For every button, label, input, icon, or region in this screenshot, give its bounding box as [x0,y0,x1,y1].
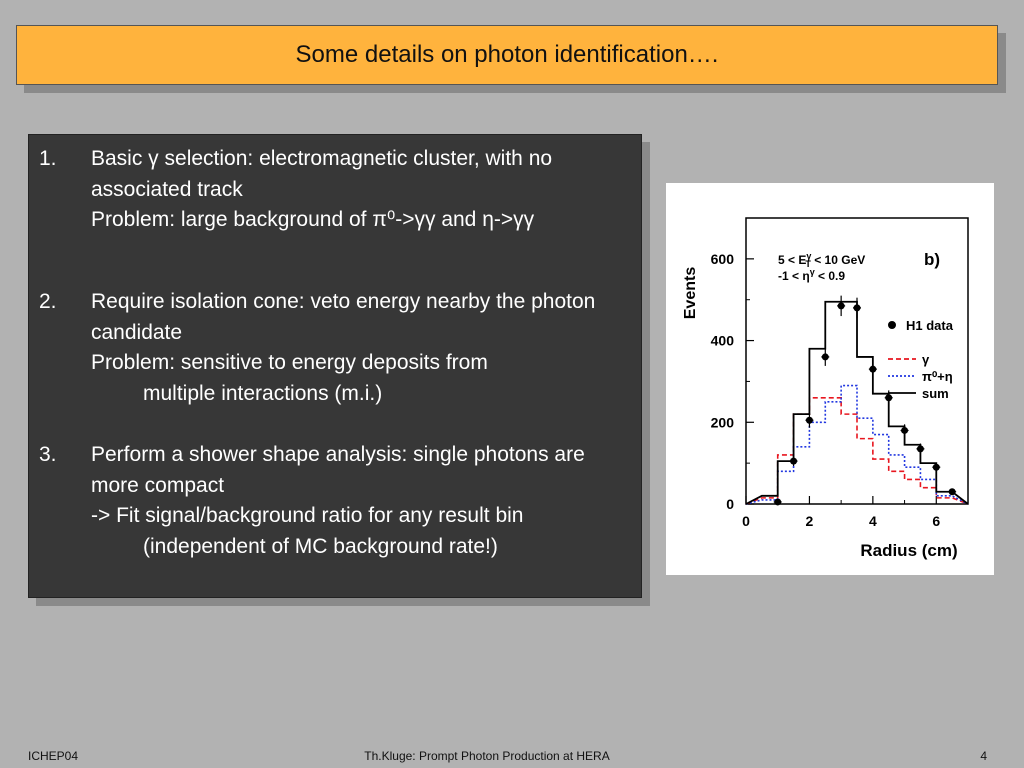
y-tick-label: 600 [710,250,734,267]
legend-label-data: H1 data [906,318,953,333]
cut-label-eta: $-1 < \eta^\gamma < 0.9$ [778,267,846,283]
list-item [39,144,629,236]
histogram-gamma [746,398,968,504]
title-box [16,25,998,85]
histogram-pi0-eta [746,386,968,504]
y-tick-label: 0 [726,496,734,512]
item-text: Basic γ selection: electromagnetic cluster, with no associated track [91,147,553,201]
item-body [91,287,629,409]
data-point [869,366,876,373]
data-point [806,417,813,424]
item-text: Problem: sensitive to energy deposits from [91,351,488,374]
item-body [91,440,629,562]
item-number: 2. [39,290,57,313]
data-point [822,353,829,360]
cut-label-energy: $5 < E^\gamma$ T < 10 GeV [778,251,866,269]
legend-label: sum [922,386,949,401]
y-tick-label: 400 [710,332,734,349]
list-item [39,287,629,409]
item-text: Require isolation cone: veto energy nearby the photon candidate [91,290,596,344]
data-point [901,427,908,434]
item-number: 1. [39,147,57,170]
x-tick-label: 4 [868,513,877,529]
item-text: Problem: large background of π⁰->γγ and η->γγ [91,208,535,231]
data-point [933,464,940,471]
x-axis-label: Radius (cm) [860,541,958,560]
plot-panel [666,183,994,575]
data-point [885,394,892,401]
footer-page-number: 4 [980,749,987,763]
footer-title: Th.Kluge: Prompt Photon Production at HERA [364,749,610,763]
item-text: multiple interactions (m.i.) [143,381,383,405]
item-text: -> Fit signal/background ratio for any result bin [91,504,524,527]
data-point [949,488,956,495]
data-point [917,445,924,452]
data-point [854,304,861,311]
y-axis-label: Events [682,266,699,320]
legend-label: π⁰+η [922,369,953,384]
footer-conference: ICHEP04 [28,749,79,763]
x-tick-label: 2 [805,513,814,529]
item-text: Perform a shower shape analysis: single photons are more compact [91,443,585,497]
text-box [28,134,642,598]
histogram-chart [666,183,994,575]
panel-label: b) [924,250,941,269]
item-number: 3. [39,443,57,466]
data-point [790,458,797,465]
slide-title: Some details on photon identification…. [295,41,719,68]
list-item [39,440,629,562]
data-point [774,498,781,505]
item-text: (independent of MC background rate!) [143,534,498,558]
data-point [838,302,845,309]
y-tick-label: 200 [710,414,734,431]
x-tick-label: 6 [932,513,941,529]
x-tick-label: 0 [742,513,750,529]
item-body [91,144,629,236]
legend-label: γ [922,352,930,367]
legend-marker-data [888,321,896,329]
